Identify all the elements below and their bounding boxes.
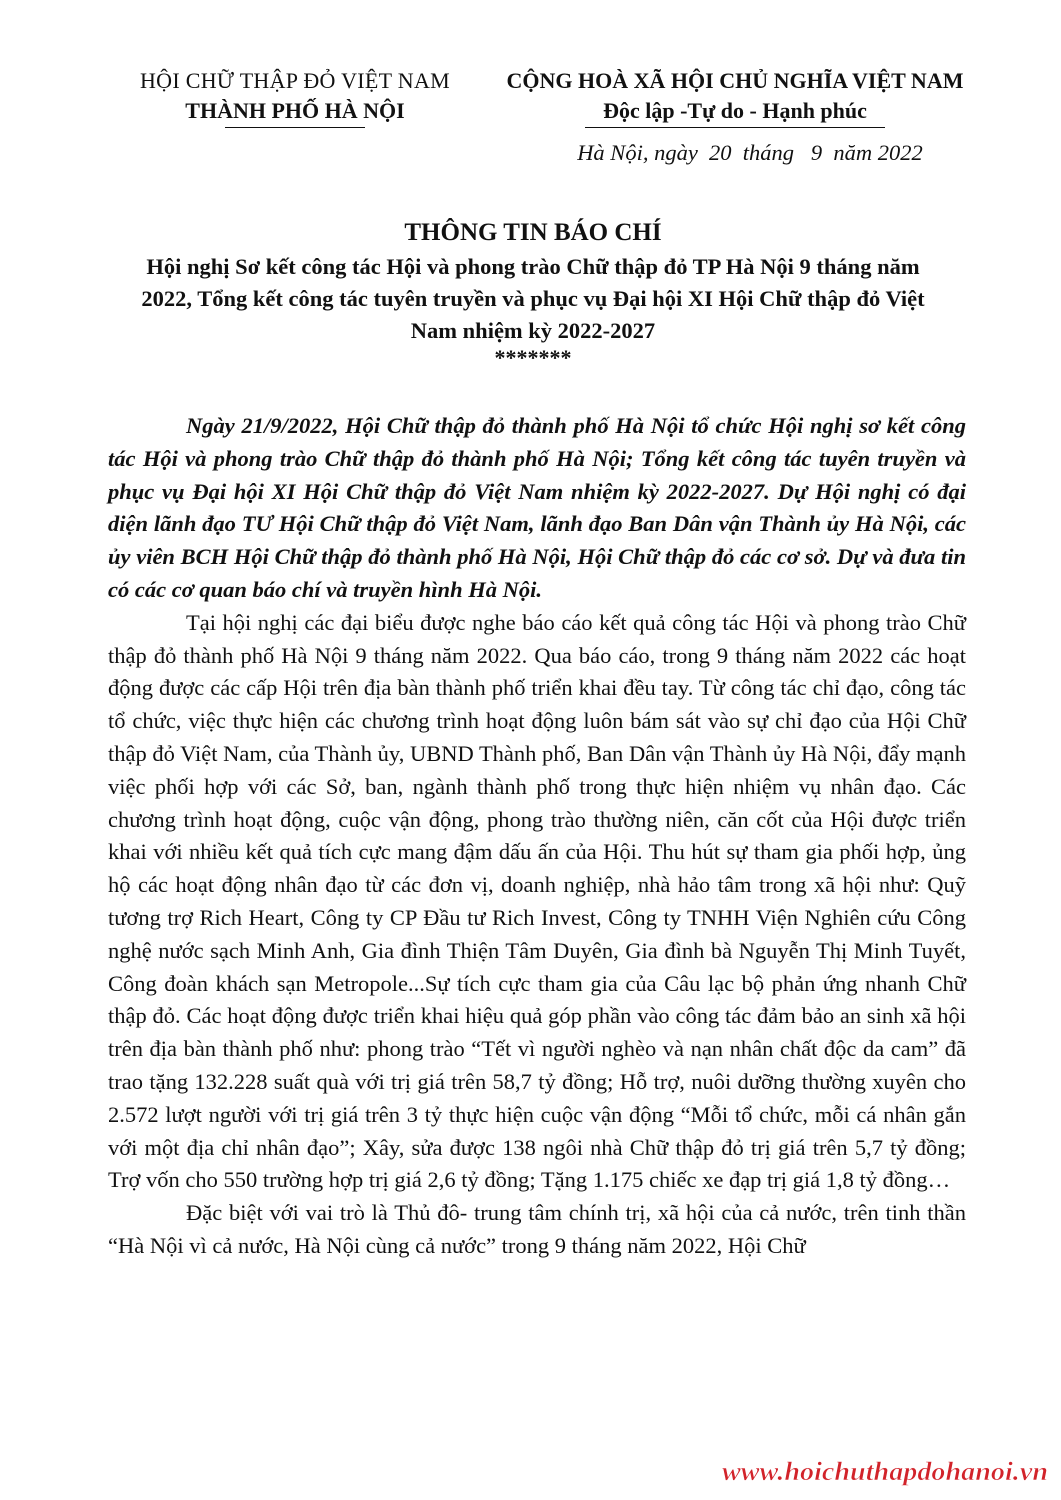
issuer-organization: HỘI CHỮ THẬP ĐỎ VIỆT NAM <box>139 68 451 93</box>
document-title: THÔNG TIN BÁO CHÍ <box>404 219 662 246</box>
issuer-block <box>100 66 490 128</box>
national-header-block <box>490 66 980 128</box>
watermark-text: www.hoichuthapdohanoi.vn <box>722 1457 1048 1486</box>
body-paragraph: Tại hội nghị các đại biểu được nghe báo cáo kết quả công tác Hội và phong trào Chữ thập đỏ thành phố Hà Nội 9 tháng năm 2022. Qua báo cáo, trong 9 tháng năm 2022 các hoạt động được các cấp Hội trên địa bàn thành phố triển khai đều tay. Từ công tác chỉ đạo, công tác tổ chức, việc thực hiện các chương trình hoạt động luôn bám sát vào sự chỉ đạo của Hội Chữ thập đỏ Việt Nam, của Thành ủy, UBND Thành phố, Ban Dân vận Thành ủy Hà Nội, đẩy mạnh việc phối hợp với các Sở, ban, ngành thành phố trong thực hiện nhiệm vụ nhân đạo. Các chương trình hoạt động, cuộc vận động, phong trào thường niên, căn cốt của Hội được triển khai với nhiều kết quả tích cực mang đậm dấu ấn của Hội. Thu hút sự tham gia phối hợp, ủng hộ các hoạt động nhân đạo từ các đơn vị, doanh nghiệp, nhà hảo tâm trong xã hội như: Quỹ tương trợ Rich Heart, Công ty CP Đầu tư Rich Invest, Công ty TNHH Viện Nghiên cứu Công nghệ nước sạch Minh Anh, Gia đình Thiện Tâm Duyên, Gia đình bà Nguyễn Thị Minh Tuyết, Công đoàn khách sạn Metropole...Sự tích cực tham gia của Câu lạc bộ phản ứng nhanh Chữ thập đỏ. Các hoạt động được triển khai hiệu quả góp phần vào công tác đảm bảo an sinh xã hội trên địa bàn thành phố như: phong trào “Tết vì người nghèo và nạn nhân chất độc da cam” đã trao tặng 132.228 suất quà với trị giá trên 58,7 tỷ đồng; Hỗ trợ, nuôi dưỡng thường xuyên cho 2.572 lượt người với trị giá trên 3 tỷ thực hiện cuộc vận động “Mỗi tổ chức, mỗi cá nhân gắn với một địa chỉ nhân đạo”; Xây, sửa được 138 ngôi nhà Chữ thập đỏ trị giá trên 5,7 tỷ đồng; Trợ vốn cho 550 trường hợp trị giá 2,6 tỷ đồng; Tặng 1.175 chiếc xe đạp trị giá 1,8 tỷ đồng… <box>108 609 966 1193</box>
issuer-underline <box>225 127 365 128</box>
document-body <box>108 410 966 1263</box>
national-title: CỘNG HOÀ XÃ HỘI CHỦ NGHĨA VIỆT NAM <box>506 68 964 93</box>
document-subtitle: Hội nghị Sơ kết công tác Hội và phong trào Chữ thập đỏ TP Hà Nội 9 tháng năm 2022, Tổng kết công tác tuyên truyền và phục vụ Đại hội XI Hội Chữ thập đỏ Việt Nam nhiệm kỳ 2022-2027 <box>141 254 925 343</box>
lead-paragraph: Ngày 21/9/2022, Hội Chữ thập đỏ thành phố Hà Nội tổ chức Hội nghị sơ kết công tác Hội và phong trào Chữ thập đỏ thành phố Hà Nội; Tổng kết công tác tuyên truyền và phục vụ Đại hội XI Hội Chữ thập đỏ Việt Nam nhiệm kỳ 2022-2027. Dự Hội nghị có đại diện lãnh đạo TƯ Hội Chữ thập đỏ Việt Nam, lãnh đạo Ban Dân vận Thành ủy Hà Nội, các ủy viên BCH Hội Chữ thập đỏ thành phố Hà Nội, Hội Chữ thập đỏ các cơ sở. Dự và đưa tin có các cơ quan báo chí và truyền hình Hà Nội. <box>108 413 966 602</box>
motto-underline <box>585 127 885 128</box>
date-line: Hà Nội, ngày 20 tháng 9 năm 2022 <box>577 140 923 165</box>
website-watermark <box>722 1450 1052 1490</box>
body-paragraph: Đặc biệt với vai trò là Thủ đô- trung tâm chính trị, xã hội của cả nước, trên tinh thần “Hà Nội vì cả nước, Hà Nội cùng cả nước” trong 9 tháng năm 2022, Hội Chữ <box>108 1200 966 1258</box>
national-motto: Độc lập -Tự do - Hạnh phúc <box>603 98 867 123</box>
issuer-city: THÀNH PHỐ HÀ NỘI <box>185 98 405 123</box>
section-separator: ******* <box>494 345 572 370</box>
